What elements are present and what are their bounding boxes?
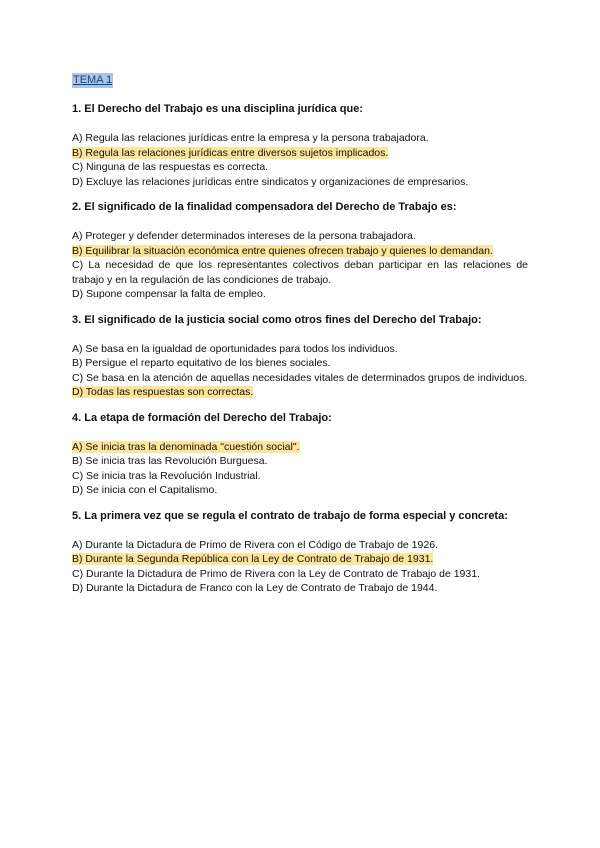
question-4 [72, 411, 528, 498]
answer-option-correct: D) Todas las respuestas son correctas. [72, 386, 254, 398]
answer-option: A) Regula las relaciones jurídicas entre la empresa y la persona trabajadora. [72, 132, 429, 144]
topic-heading: TEMA 1 [73, 74, 113, 86]
answer-option: D) Durante la Dictadura de Franco con la Ley de Contrato de Trabajo de 1944. [72, 582, 438, 594]
question-title: 4. La etapa de formación del Derecho del Trabajo: [72, 411, 332, 424]
question-2 [72, 200, 528, 302]
document-content [72, 70, 528, 607]
answer-option-correct: B) Durante la Segunda República con la Ley de Contrato de Trabajo de 1931. [72, 553, 434, 565]
answer-option: C) Durante la Dictadura de Primo de Rivera con la Ley de Contrato de Trabajo de 1931. [72, 567, 480, 580]
answer-option: C) Se inicia tras la Revolución Industrial. [72, 469, 261, 482]
answer-option: D) Se inicia con el Capitalismo. [72, 484, 218, 496]
answer-option: A) Proteger y defender determinados intereses de la persona trabajadora. [72, 230, 416, 242]
answer-option: C) La necesidad de que los representantes colectivos deban participar en las relaciones de trabajo y en la regulación de las condiciones de trabajo. [72, 259, 528, 286]
answer-option: A) Durante la Dictadura de Primo de Rivera con el Código de Trabajo de 1926. [72, 538, 438, 551]
answer-option: B) Se inicia tras las Revolución Burguesa. [72, 455, 268, 467]
question-1 [72, 102, 528, 189]
question-5 [72, 509, 528, 596]
answer-option-correct: B) Regula las relaciones jurídicas entre diversos sujetos implicados. [72, 146, 389, 159]
answer-option-correct: B) Equilibrar la situación económica entre quienes ofrecen trabajo y quienes lo demandan. [72, 244, 493, 257]
answer-option: C) Ninguna de las respuestas es correcta. [72, 161, 269, 173]
answer-option-correct: A) Se inicia tras la denominada "cuestión social". [72, 440, 300, 453]
question-title: 2. El significado de la finalidad compensadora del Derecho de Trabajo es: [72, 201, 457, 213]
answer-option: D) Excluye las relaciones jurídicas entre sindicatos y organizaciones de empresarios. [72, 175, 469, 188]
question-3 [72, 313, 528, 400]
answer-option: A) Se basa en la igualdad de oportunidades para todos los individuos. [72, 342, 398, 355]
question-title: 3. El significado de la justicia social como otros fines del Derecho del Trabajo: [72, 313, 482, 326]
answer-option: C) Se basa en la atención de aquellas necesidades vitales de determinados grupos de individuos. [72, 371, 528, 384]
answer-option: D) Supone compensar la falta de empleo. [72, 288, 266, 300]
question-title: 1. El Derecho del Trabajo es una disciplina jurídica que: [72, 103, 363, 115]
answer-option: B) Persigue el reparto equitativo de los bienes sociales. [72, 357, 331, 369]
question-title: 5. La primera vez que se regula el contrato de trabajo de forma especial y concreta: [72, 509, 508, 522]
